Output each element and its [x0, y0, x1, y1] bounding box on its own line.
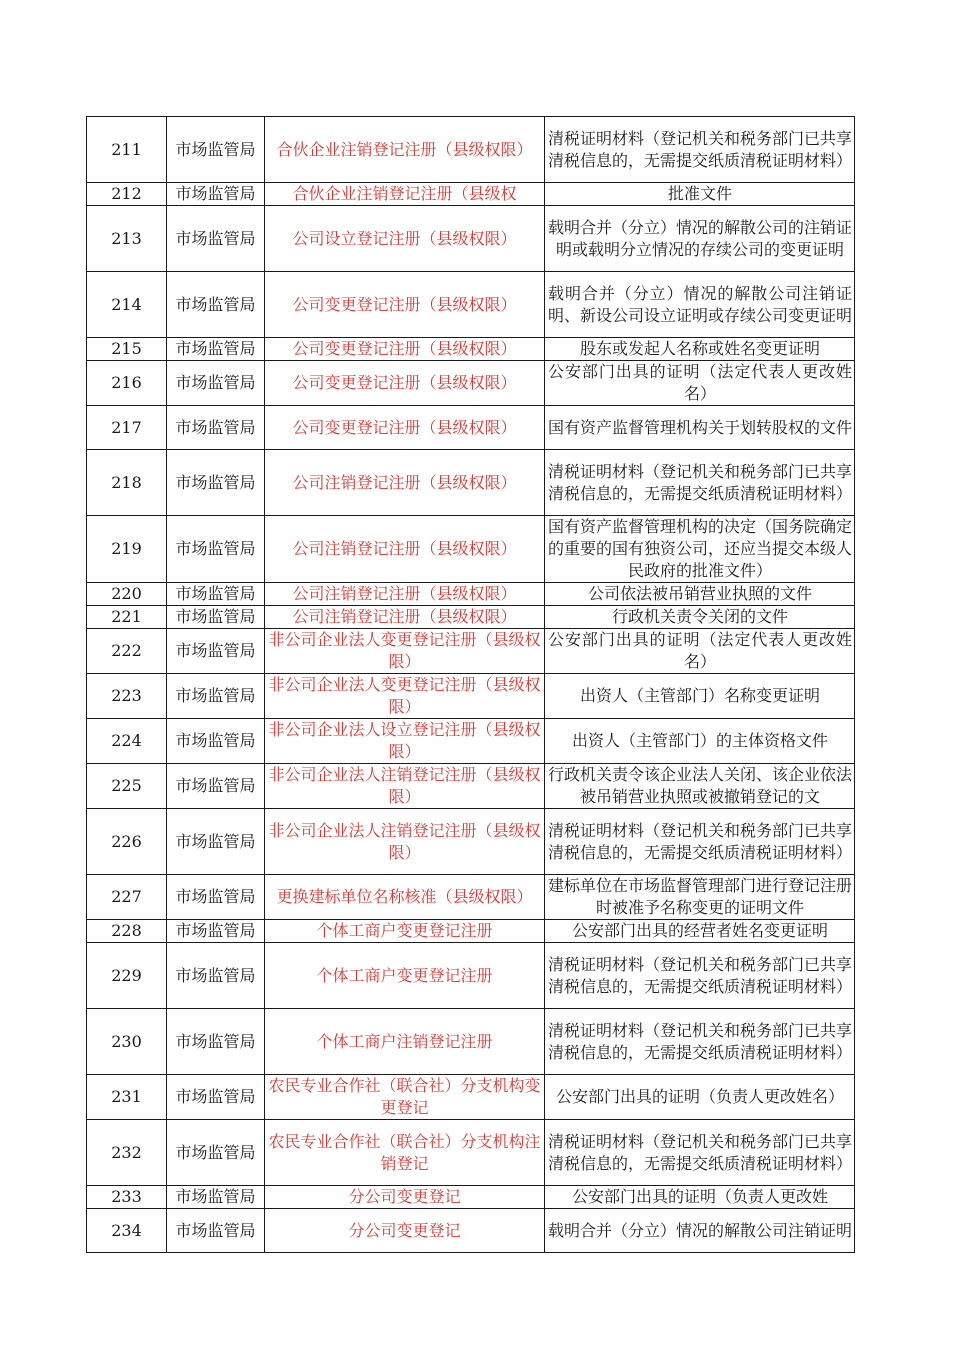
- service-item-cell: 个体工商户注销登记注册: [265, 1009, 545, 1075]
- service-item-cell: 个体工商户变更登记注册: [265, 920, 545, 943]
- row-number: 229: [87, 943, 167, 1009]
- row-number: 211: [87, 117, 167, 183]
- table-row: [87, 406, 855, 450]
- material-cell: 清税证明材料（登记机关和税务部门已共享清税信息的，无需提交纸质清税证明材料）: [545, 1009, 855, 1075]
- material-cell: 公安部门出具的证明（法定代表人更改姓名）: [545, 629, 855, 674]
- table-row: [87, 338, 855, 361]
- table-row: [87, 764, 855, 809]
- department-cell: 市场监管局: [167, 183, 265, 206]
- department-cell: 市场监管局: [167, 764, 265, 809]
- service-item-cell: 公司变更登记注册（县级权限）: [265, 406, 545, 450]
- department-cell: 市场监管局: [167, 406, 265, 450]
- table-row: [87, 606, 855, 629]
- row-number: 212: [87, 183, 167, 206]
- service-item-cell: 公司变更登记注册（县级权限）: [265, 272, 545, 338]
- material-cell: 载明合并（分立）情况的解散公司的注销证明或载明分立情况的存续公司的变更证明: [545, 206, 855, 272]
- service-item-cell: 公司变更登记注册（县级权限）: [265, 361, 545, 406]
- material-cell: 股东或发起人名称或姓名变更证明: [545, 338, 855, 361]
- material-cell: 公安部门出具的证明（负责人更改姓名）: [545, 1075, 855, 1120]
- row-number: 221: [87, 606, 167, 629]
- table-row: [87, 1209, 855, 1253]
- row-number: 219: [87, 516, 167, 583]
- material-cell: 国有资产监督管理机构的决定（国务院确定的重要的国有独资公司，还应当提交本级人民政府的批准文件）: [545, 516, 855, 583]
- row-number: 227: [87, 875, 167, 920]
- material-cell: 公司依法被吊销营业执照的文件: [545, 583, 855, 606]
- material-cell: 载明合并（分立）情况的解散公司注销证明、新设公司设立证明或存续公司变更证明: [545, 272, 855, 338]
- table-row: [87, 361, 855, 406]
- service-item-cell: 分公司变更登记: [265, 1209, 545, 1253]
- department-cell: 市场监管局: [167, 809, 265, 875]
- table-row: [87, 875, 855, 920]
- department-cell: 市场监管局: [167, 1075, 265, 1120]
- material-cell: 公安部门出具的经营者姓名变更证明: [545, 920, 855, 943]
- row-number: 231: [87, 1075, 167, 1120]
- table-row: [87, 206, 855, 272]
- table-row: [87, 1186, 855, 1209]
- table-row: [87, 920, 855, 943]
- material-cell: 公安部门出具的证明（负责人更改姓: [545, 1186, 855, 1209]
- row-number: 213: [87, 206, 167, 272]
- material-cell: 清税证明材料（登记机关和税务部门已共享清税信息的，无需提交纸质清税证明材料）: [545, 117, 855, 183]
- department-cell: 市场监管局: [167, 206, 265, 272]
- service-item-cell: 公司设立登记注册（县级权限）: [265, 206, 545, 272]
- department-cell: 市场监管局: [167, 361, 265, 406]
- table-row: [87, 1075, 855, 1120]
- department-cell: 市场监管局: [167, 338, 265, 361]
- service-item-cell: 非公司企业法人变更登记注册（县级权限）: [265, 629, 545, 674]
- table-row: [87, 1120, 855, 1186]
- row-number: 217: [87, 406, 167, 450]
- service-item-cell: 非公司企业法人设立登记注册（县级权限）: [265, 719, 545, 764]
- material-cell: 批准文件: [545, 183, 855, 206]
- service-item-cell: 公司注销登记注册（县级权限）: [265, 606, 545, 629]
- material-cell: 清税证明材料（登记机关和税务部门已共享清税信息的，无需提交纸质清税证明材料）: [545, 943, 855, 1009]
- service-item-cell: 分公司变更登记: [265, 1186, 545, 1209]
- materials-table: [86, 116, 855, 1253]
- service-item-cell: 农民专业合作社（联合社）分支机构变更登记: [265, 1075, 545, 1120]
- service-item-cell: 非公司企业法人变更登记注册（县级权限）: [265, 674, 545, 719]
- service-item-cell: 非公司企业法人注销登记注册（县级权限）: [265, 764, 545, 809]
- department-cell: 市场监管局: [167, 875, 265, 920]
- row-number: 223: [87, 674, 167, 719]
- department-cell: 市场监管局: [167, 1186, 265, 1209]
- row-number: 215: [87, 338, 167, 361]
- material-cell: 行政机关责令该企业法人关闭、该企业依法被吊销营业执照或被撤销登记的文: [545, 764, 855, 809]
- table-row: [87, 943, 855, 1009]
- row-number: 234: [87, 1209, 167, 1253]
- row-number: 226: [87, 809, 167, 875]
- department-cell: 市场监管局: [167, 674, 265, 719]
- material-cell: 出资人（主管部门）名称变更证明: [545, 674, 855, 719]
- service-item-cell: 非公司企业法人注销登记注册（县级权限）: [265, 809, 545, 875]
- table-row: [87, 809, 855, 875]
- material-cell: 公安部门出具的证明（法定代表人更改姓名）: [545, 361, 855, 406]
- table-row: [87, 674, 855, 719]
- department-cell: 市场监管局: [167, 719, 265, 764]
- table-body: [87, 117, 855, 1253]
- table-row: [87, 272, 855, 338]
- service-item-cell: 合伙企业注销登记注册（县级权限）: [265, 117, 545, 183]
- department-cell: 市场监管局: [167, 943, 265, 1009]
- row-number: 220: [87, 583, 167, 606]
- service-item-cell: 公司注销登记注册（县级权限）: [265, 450, 545, 516]
- material-cell: 出资人（主管部门）的主体资格文件: [545, 719, 855, 764]
- table-row: [87, 516, 855, 583]
- table-row: [87, 183, 855, 206]
- table-row: [87, 450, 855, 516]
- department-cell: 市场监管局: [167, 450, 265, 516]
- service-item-cell: 合伙企业注销登记注册（县级权: [265, 183, 545, 206]
- service-item-cell: 更换建标单位名称核准（县级权限）: [265, 875, 545, 920]
- table-row: [87, 629, 855, 674]
- department-cell: 市场监管局: [167, 516, 265, 583]
- department-cell: 市场监管局: [167, 1009, 265, 1075]
- row-number: 232: [87, 1120, 167, 1186]
- department-cell: 市场监管局: [167, 629, 265, 674]
- row-number: 214: [87, 272, 167, 338]
- service-item-cell: 个体工商户变更登记注册: [265, 943, 545, 1009]
- table-row: [87, 117, 855, 183]
- table-row: [87, 583, 855, 606]
- material-cell: 清税证明材料（登记机关和税务部门已共享清税信息的，无需提交纸质清税证明材料）: [545, 450, 855, 516]
- department-cell: 市场监管局: [167, 1120, 265, 1186]
- row-number: 216: [87, 361, 167, 406]
- service-item-cell: 公司注销登记注册（县级权限）: [265, 516, 545, 583]
- material-cell: 载明合并（分立）情况的解散公司注销证明: [545, 1209, 855, 1253]
- row-number: 222: [87, 629, 167, 674]
- department-cell: 市场监管局: [167, 1209, 265, 1253]
- department-cell: 市场监管局: [167, 606, 265, 629]
- material-cell: 建标单位在市场监督管理部门进行登记注册时被准予名称变更的证明文件: [545, 875, 855, 920]
- row-number: 228: [87, 920, 167, 943]
- row-number: 230: [87, 1009, 167, 1075]
- row-number: 218: [87, 450, 167, 516]
- service-item-cell: 公司变更登记注册（县级权限）: [265, 338, 545, 361]
- row-number: 224: [87, 719, 167, 764]
- table-row: [87, 719, 855, 764]
- department-cell: 市场监管局: [167, 583, 265, 606]
- material-cell: 国有资产监督管理机构关于划转股权的文件: [545, 406, 855, 450]
- material-cell: 行政机关责令关闭的文件: [545, 606, 855, 629]
- service-item-cell: 公司注销登记注册（县级权限）: [265, 583, 545, 606]
- department-cell: 市场监管局: [167, 272, 265, 338]
- material-cell: 清税证明材料（登记机关和税务部门已共享清税信息的，无需提交纸质清税证明材料）: [545, 809, 855, 875]
- service-item-cell: 农民专业合作社（联合社）分支机构注销登记: [265, 1120, 545, 1186]
- row-number: 233: [87, 1186, 167, 1209]
- table-row: [87, 1009, 855, 1075]
- department-cell: 市场监管局: [167, 920, 265, 943]
- material-cell: 清税证明材料（登记机关和税务部门已共享清税信息的，无需提交纸质清税证明材料）: [545, 1120, 855, 1186]
- department-cell: 市场监管局: [167, 117, 265, 183]
- row-number: 225: [87, 764, 167, 809]
